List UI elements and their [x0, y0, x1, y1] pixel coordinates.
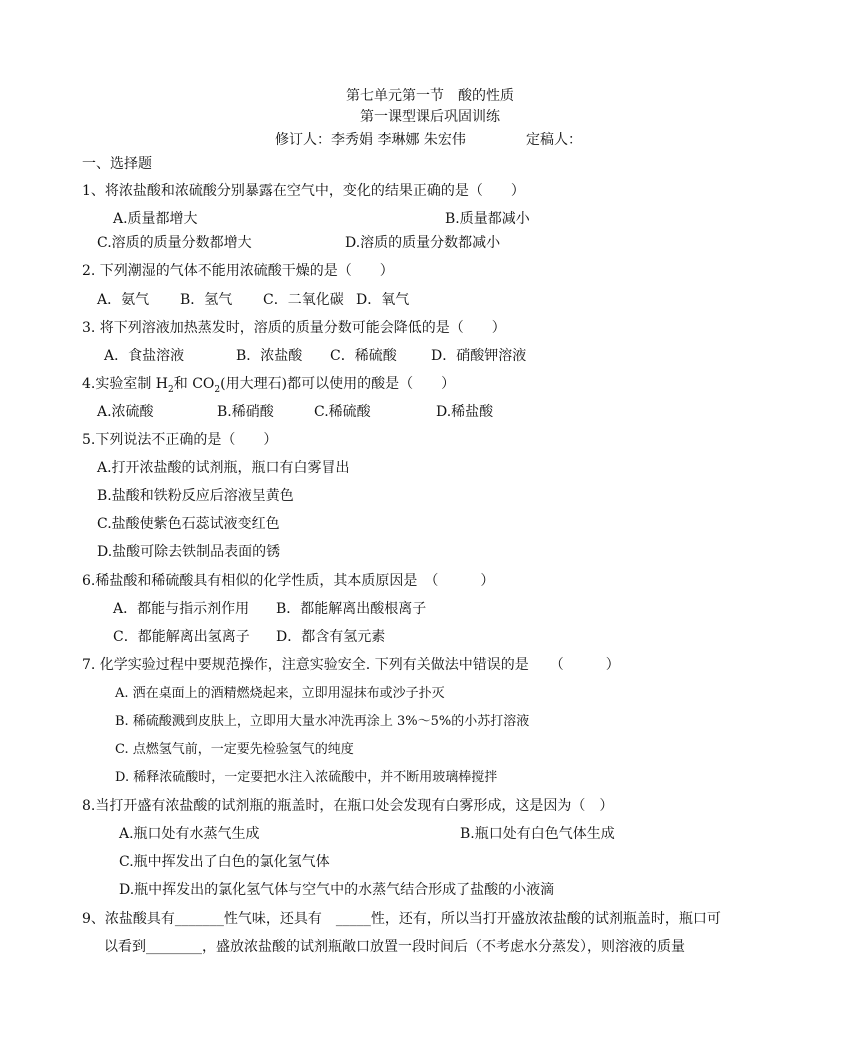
- finalizer-line: 定稿人：: [526, 132, 582, 148]
- question-1-stem: 1、将浓盐酸和浓硫酸分别暴露在空气中，变化的结果正确的是（ ）: [82, 183, 525, 199]
- question-7-option-a: A. 洒在桌面上的酒精燃烧起来，立即用湿抹布或沙子扑灭: [115, 686, 445, 701]
- question-3-stem: 3. 将下列溶液加热蒸发时，溶质的质量分数可能会降低的是（ ）: [82, 320, 506, 336]
- question-4-stem-part-3: (用大理石)都可以使用的酸是（ ）: [220, 376, 456, 392]
- carbon-dioxide-subscript: 2: [214, 384, 221, 395]
- question-6-option-a: A．都能与指示剂作用: [113, 601, 250, 617]
- question-1-option-d: D.溶质的质量分数都减小: [345, 235, 501, 251]
- question-1-option-b: B.质量都减小: [445, 211, 530, 227]
- question-1-option-a: A.质量都增大: [113, 211, 198, 227]
- page-subtitle: 第一课型课后巩固训练: [360, 109, 500, 125]
- question-7-option-b: B. 稀硫酸溅到皮肤上，立即用大量水冲洗再涂上 3%～5%的小苏打溶液: [115, 714, 530, 729]
- question-6-option-b: B．都能解离出酸根离子: [276, 601, 427, 617]
- question-4-option-d: D.稀盐酸: [436, 404, 494, 420]
- question-4-stem-part-2: 和 CO: [173, 376, 215, 392]
- question-2-stem: 2. 下列潮湿的气体不能用浓硫酸干燥的是（ ）: [82, 263, 394, 279]
- question-3-option-d: D．硝酸钾溶液: [431, 348, 527, 364]
- question-6-option-c: C．都能解离出氢离子: [113, 629, 250, 645]
- question-5-option-a: A.打开浓盐酸的试剂瓶，瓶口有白雾冒出: [97, 460, 350, 476]
- question-5-option-c: C.盐酸使紫色石蕊试液变红色: [97, 516, 280, 532]
- question-7-option-c: C. 点燃氢气前，一定要先检验氢气的纯度: [115, 742, 354, 757]
- question-8-option-a: A.瓶口处有水蒸气生成: [119, 826, 260, 842]
- question-2-option-c: C．二氧化碳: [263, 292, 344, 308]
- question-5-option-d: D.盐酸可除去铁制品表面的锈: [97, 544, 281, 560]
- question-3-option-b: B．浓盐酸: [236, 348, 303, 364]
- reviser-line: 修订人：李秀娟 李琳娜 朱宏伟: [275, 132, 466, 148]
- question-3-option-a: A．食盐溶液: [104, 348, 185, 364]
- question-4-stem-part-1: 4.实验室制 H: [82, 376, 169, 392]
- question-5-stem: 5.下列说法不正确的是（ ）: [82, 432, 278, 448]
- question-4-option-b: B.稀硝酸: [217, 404, 274, 420]
- question-6-option-d: D．都含有氢元素: [276, 629, 386, 645]
- page-title: 第七单元第一节 酸的性质: [346, 88, 514, 104]
- question-9-line-1: 9、浓盐酸具有_______性气味，还具有 _____性，还有，所以当打开盛放浓盐酸的试剂瓶盖时，瓶口可: [82, 911, 721, 927]
- question-8-option-b: B.瓶口处有白色气体生成: [460, 826, 615, 842]
- section-heading: 一、选择题: [82, 156, 152, 172]
- question-8-option-c: C.瓶中挥发出了白色的氯化氢气体: [119, 854, 330, 870]
- question-2-option-a: A．氨气: [97, 292, 150, 308]
- question-5-option-b: B.盐酸和铁粉反应后溶液呈黄色: [97, 488, 294, 504]
- question-4-stem: [82, 374, 455, 394]
- question-4-option-a: A.浓硫酸: [97, 404, 154, 420]
- question-1-option-c: C.溶质的质量分数都增大: [97, 235, 252, 251]
- question-3-option-c: C．稀硫酸: [330, 348, 397, 364]
- question-7-option-d: D. 稀释浓硫酸时，一定要把水注入浓硫酸中，并不断用玻璃棒搅拌: [115, 770, 498, 785]
- question-2-option-b: B．氢气: [180, 292, 233, 308]
- question-9-line-2: 以看到________，盛放浓盐酸的试剂瓶敞口放置一段时间后（不考虑水分蒸发），则溶液的质量: [104, 939, 685, 955]
- question-7-stem: 7. 化学实验过程中要规范操作，注意实验安全. 下列有关做法中错误的是 （ ）: [82, 657, 620, 673]
- question-4-option-c: C.稀硫酸: [314, 404, 371, 420]
- hydrogen-subscript: 2: [168, 384, 174, 395]
- question-2-option-d: D．氧气: [356, 292, 410, 308]
- question-8-option-d: D.瓶中挥发出的氯化氢气体与空气中的水蒸气结合形成了盐酸的小液滴: [119, 882, 555, 898]
- question-6-stem: 6.稀盐酸和稀硫酸具有相似的化学性质，其本质原因是 （ ）: [82, 573, 495, 589]
- question-8-stem: 8.当打开盛有浓盐酸的试剂瓶的瓶盖时，在瓶口处会发现有白雾形成，这是因为（ ）: [82, 798, 614, 814]
